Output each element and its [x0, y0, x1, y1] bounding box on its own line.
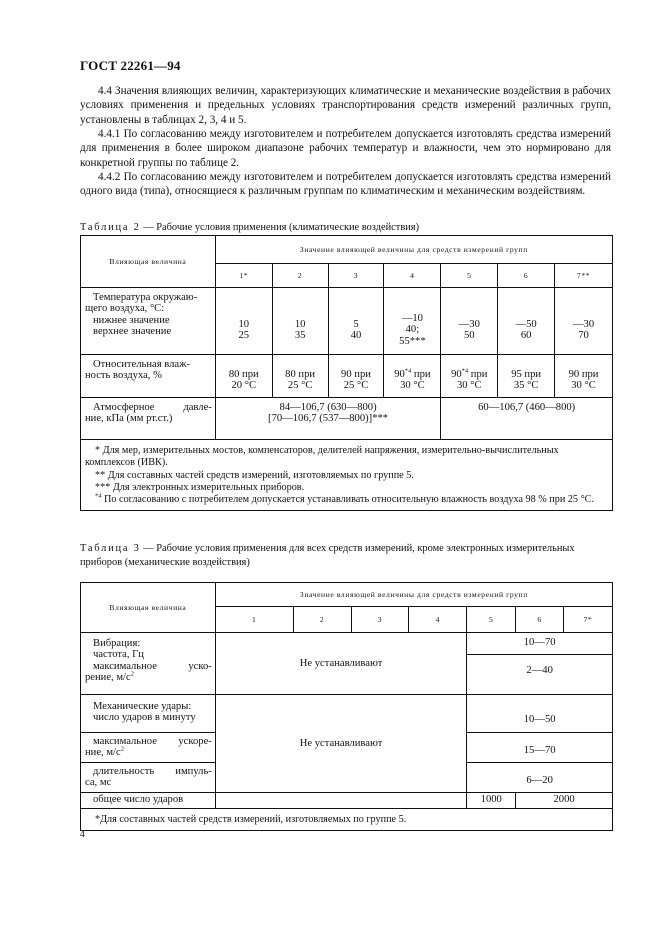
- table2-footnote-1: * Для мер, измерительных мостов, компенсаторов, делителей напряжения, измерительно-вычислительных комплексов (ИВК).: [85, 445, 559, 469]
- table3-vib-freq-value: 10—70: [467, 633, 613, 655]
- table2-group-6: 6: [498, 264, 555, 288]
- table2-group-1: 1*: [215, 264, 272, 288]
- table2-temp-g5: —30 50: [441, 288, 498, 355]
- table-2: [80, 235, 613, 511]
- page-number: 4: [80, 830, 85, 840]
- document-header: ГОСТ 22261—94: [80, 58, 181, 73]
- table3-group-4: 4: [409, 607, 467, 633]
- table2-group-5: 5: [441, 264, 498, 288]
- table3-shock-not-set: Не устанавливают: [215, 695, 466, 793]
- table2-footnote-3: *** Для электронных измерительных приборов.: [95, 481, 305, 493]
- table3-group-2: 2: [293, 607, 351, 633]
- table3-vib-label: Вибрация: частота, Гц максимальное уско- рение, $м/с^2$: [81, 633, 216, 695]
- table2-temp-g7: —30 70: [555, 288, 613, 355]
- table2-footnotes: [81, 440, 613, 511]
- table2-hum-g3: 90 при 25 °С: [328, 355, 384, 398]
- table2-group-4: 4: [384, 264, 441, 288]
- table3-shock-rate-label: Механические удары: число ударов в минуту: [81, 695, 216, 733]
- table2-press-g5-7: 60—106,7 (460—800): [441, 398, 613, 440]
- table3-shock-rate-value: 10—50: [467, 695, 613, 733]
- table2-temp-g1: 10 25: [215, 288, 272, 355]
- table2-temp-g4: —10 40; 55***: [384, 288, 441, 355]
- paragraph-4-4: 4.4 Значения влияющих величин, характеризующих климатические и механические воздействия в рабочих условиях применения и предельных условиях транспортирования средств измерений различных групп, установлены в таблицах 2, 3, 4 и 5.: [80, 85, 611, 126]
- table2-hum-g6: 95 при 35 °С: [498, 355, 555, 398]
- table3-shock-acc-label: максимальное ускоре- ние, $м/с^2$: [81, 733, 216, 763]
- table2-hum-g4: 90$^{*4}$ при 30 °С: [384, 355, 441, 398]
- table2-group-2: 2: [272, 264, 328, 288]
- table2-hum-g7: 90 при 30 °С: [555, 355, 613, 398]
- table2-footnote-2: ** Для составных частей средств измерений, изготовляемых по группе 5.: [95, 469, 414, 481]
- table3-shock-total-g6-7: 2000: [516, 792, 613, 808]
- table3-span-header: Значение влияющей величины для средств измерений групп: [215, 583, 612, 607]
- table2-hum-g5: 90$^{*4}$ при 30 °С: [441, 355, 498, 398]
- table2-col-header: Влияющая величина: [81, 236, 216, 288]
- table3-shock-total-label: общее число ударов: [81, 792, 216, 808]
- table3-col-header: Влияющая величина: [81, 583, 216, 633]
- table3-group-3: 3: [351, 607, 409, 633]
- table2-hum-label: Относительная влаж- ность воздуха, %: [81, 355, 216, 398]
- table3-group-6: 6: [516, 607, 564, 633]
- table2-caption: Таблица 2 — Рабочие условия применения (климатические воздействия): [80, 222, 420, 233]
- table2-temp-label: Температура окружаю- щего воздуха, °С: нижнее значение верхнее значение: [81, 288, 216, 355]
- table3-shock-total-empty: [215, 792, 466, 808]
- table2-press-label: Атмосферное давле- ние, кПа (мм рт.ст.): [81, 398, 216, 440]
- table3-group-5: 5: [467, 607, 516, 633]
- table2-hum-g2: 80 при 25 °С: [272, 355, 328, 398]
- table2-footnote-4: $^{*4}$ По согласованию с потребителем допускается устанавливать относительную влажность воздуха 98 % при 25 °С.: [95, 492, 594, 506]
- table-3: [80, 582, 613, 831]
- table2-hum-g1: 80 при 20 °С: [215, 355, 272, 398]
- table3-group-7: 7*: [564, 607, 613, 633]
- table3-footnote: *Для составных частей средств измерений, изготовляемых по группе 5.: [81, 808, 613, 830]
- paragraph-4-4-2: 4.4.2 По согласованию между изготовителем и потребителем допускается изготовлять средства измерений одного вида (типа), относящиеся к различным группам по климатическим и механическим воздействиям.: [80, 171, 611, 198]
- table3-shock-dur-label: длительность импуль- са, мс: [81, 762, 216, 792]
- table2-group-7: 7**: [555, 264, 613, 288]
- table2-temp-g2: 10 35: [272, 288, 328, 355]
- table2-temp-g6: —50 60: [498, 288, 555, 355]
- table2-temp-g3: 5 40: [328, 288, 384, 355]
- table3-shock-dur-value: 6—20: [467, 762, 613, 792]
- table3-caption: Таблица 3 — Рабочие условия применения для всех средств измерений, кроме электронных измерительных приборов (механические воздействия): [80, 543, 575, 568]
- paragraph-4-4-1: 4.4.1 По согласованию между изготовителем и потребителем допускается изготовлять средства измерений для применения в более широком диапазоне рабочих температур и влажности, чем это нормировано для конкретной группы по таблице 2.: [80, 128, 611, 169]
- table2-group-3: 3: [328, 264, 384, 288]
- table3-shock-acc-value: 15—70: [467, 733, 613, 763]
- table3-vib-not-set: Не устанавливают: [215, 633, 466, 695]
- table3-vib-acc-value: 2—40: [467, 655, 613, 695]
- table3-group-1: 1: [215, 607, 293, 633]
- table3-shock-total-g5: 1000: [467, 792, 516, 808]
- table2-span-header: Значение влияющей величины для средств измерений групп: [215, 236, 612, 264]
- table2-press-g1-4: 84—106,7 (630—800) [70—106,7 (537—800)]***: [215, 398, 441, 440]
